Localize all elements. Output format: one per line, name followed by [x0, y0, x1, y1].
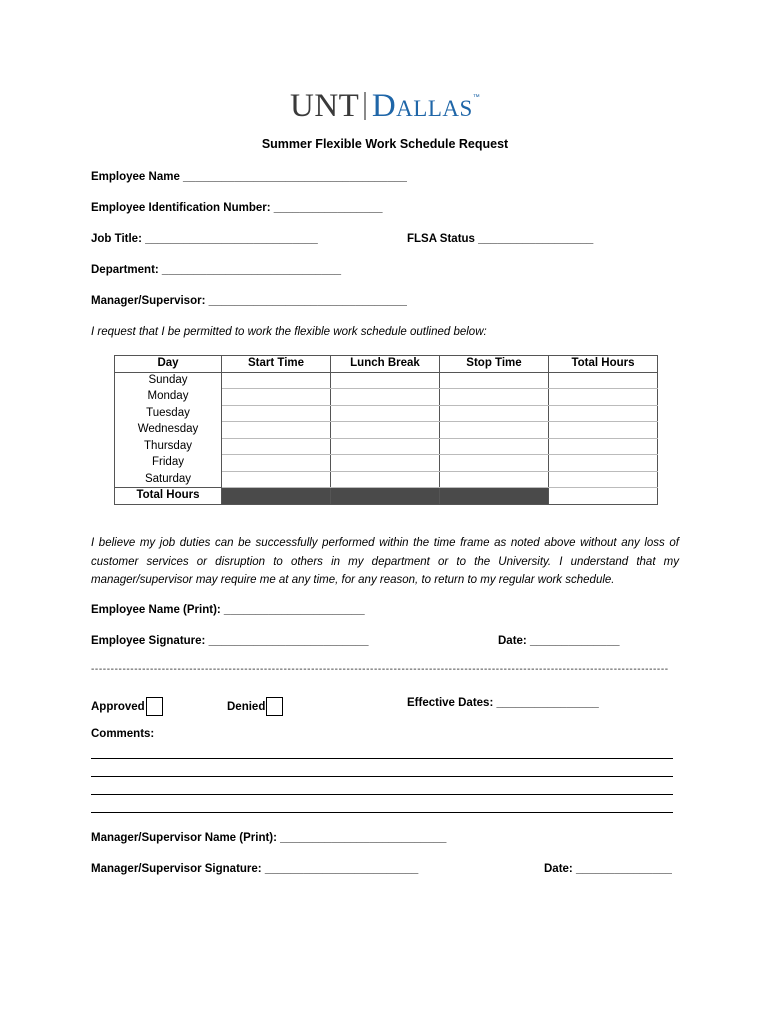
- day-wednesday: Wednesday: [115, 422, 222, 439]
- manager-date-field[interactable]: Date: _______________: [544, 863, 672, 875]
- start-time-cell[interactable]: [222, 389, 331, 406]
- stop-time-cell[interactable]: [440, 372, 549, 389]
- section-separator: ---------------------------------------------------------------------------------------------------------------------------------------------------: [91, 664, 669, 675]
- flsa-status-field[interactable]: FLSA Status __________________: [407, 233, 594, 245]
- shaded-cell: [222, 488, 331, 505]
- lunch-break-cell[interactable]: [331, 422, 440, 439]
- day-thursday: Thursday: [115, 438, 222, 455]
- start-time-cell[interactable]: [222, 471, 331, 488]
- table-row: [115, 372, 658, 389]
- logo-trademark: ™: [472, 94, 480, 101]
- manager-print-name-field[interactable]: Manager/Supervisor Name (Print): __________________________: [91, 832, 447, 844]
- employee-id-field[interactable]: Employee Identification Number: _________________: [91, 202, 383, 214]
- stop-time-cell[interactable]: [440, 471, 549, 488]
- shaded-cell: [440, 488, 549, 505]
- table-row: [115, 455, 658, 472]
- stop-time-cell[interactable]: [440, 438, 549, 455]
- stop-time-cell[interactable]: [440, 389, 549, 406]
- lunch-break-cell[interactable]: [331, 389, 440, 406]
- schedule-table: [114, 355, 658, 505]
- start-time-cell[interactable]: [222, 438, 331, 455]
- schedule-header-row: [115, 356, 658, 373]
- start-time-cell[interactable]: [222, 372, 331, 389]
- total-hours-cell[interactable]: [549, 455, 658, 472]
- employee-name-field[interactable]: Employee Name ___________________________________: [91, 171, 407, 183]
- total-hours-row: [115, 488, 658, 505]
- employee-print-name-field[interactable]: Employee Name (Print): ______________________: [91, 604, 365, 616]
- header-total-hours: Total Hours: [549, 356, 658, 373]
- lunch-break-cell[interactable]: [331, 455, 440, 472]
- approved-option[interactable]: [91, 697, 163, 716]
- table-row: [115, 389, 658, 406]
- day-tuesday: Tuesday: [115, 405, 222, 422]
- request-statement: I request that I be permitted to work the flexible work schedule outlined below:: [91, 326, 487, 338]
- total-hours-cell[interactable]: [549, 372, 658, 389]
- total-hours-cell[interactable]: [549, 389, 658, 406]
- header-stop-time: Stop Time: [440, 356, 549, 373]
- comments-label: Comments:: [91, 728, 155, 740]
- header-lunch-break: Lunch Break: [331, 356, 440, 373]
- logo-dallas-text: Dallas: [371, 87, 473, 124]
- stop-time-cell[interactable]: [440, 455, 549, 472]
- stop-time-cell[interactable]: [440, 405, 549, 422]
- lunch-break-cell[interactable]: [331, 372, 440, 389]
- logo-divider: [364, 92, 366, 120]
- table-row: [115, 471, 658, 488]
- logo-unt-text: UNT: [290, 87, 360, 124]
- total-hours-cell[interactable]: [549, 438, 658, 455]
- department-field[interactable]: Department: ____________________________: [91, 264, 342, 276]
- total-hours-cell[interactable]: [549, 405, 658, 422]
- day-friday: Friday: [115, 455, 222, 472]
- denied-label: Denied: [227, 701, 266, 713]
- denied-checkbox[interactable]: [266, 697, 283, 716]
- comment-line[interactable]: [91, 758, 673, 759]
- total-hours-cell[interactable]: [549, 422, 658, 439]
- header-start-time: Start Time: [222, 356, 331, 373]
- day-monday: Monday: [115, 389, 222, 406]
- unt-dallas-logo: [290, 88, 480, 124]
- approved-label: Approved: [91, 701, 145, 713]
- manager-supervisor-field[interactable]: Manager/Supervisor: _______________________________: [91, 295, 407, 307]
- start-time-cell[interactable]: [222, 455, 331, 472]
- comment-line[interactable]: [91, 776, 673, 777]
- day-saturday: Saturday: [115, 471, 222, 488]
- lunch-break-cell[interactable]: [331, 405, 440, 422]
- comment-line[interactable]: [91, 794, 673, 795]
- total-hours-label: Total Hours: [115, 488, 222, 505]
- grand-total-hours-cell[interactable]: [549, 488, 658, 505]
- stop-time-cell[interactable]: [440, 422, 549, 439]
- total-hours-cell[interactable]: [549, 471, 658, 488]
- manager-signature-field[interactable]: Manager/Supervisor Signature: ________________________: [91, 863, 419, 875]
- start-time-cell[interactable]: [222, 422, 331, 439]
- approved-checkbox[interactable]: [146, 697, 163, 716]
- lunch-break-cell[interactable]: [331, 438, 440, 455]
- table-row: [115, 438, 658, 455]
- start-time-cell[interactable]: [222, 405, 331, 422]
- comment-line[interactable]: [91, 812, 673, 813]
- job-title-field[interactable]: Job Title: ___________________________: [91, 233, 318, 245]
- table-row: [115, 422, 658, 439]
- lunch-break-cell[interactable]: [331, 471, 440, 488]
- duties-statement: I believe my job duties can be successfully performed within the time frame as noted above without any loss of customer services or disruption to others in my department or to the University. I understand that my manager/supervisor may require me at any time, for any reason, to return to my regular work schedule.: [91, 537, 679, 586]
- denied-option[interactable]: [227, 697, 283, 716]
- header-day: Day: [115, 356, 222, 373]
- form-title: Summer Flexible Work Schedule Request: [261, 137, 509, 151]
- table-row: [115, 405, 658, 422]
- day-sunday: Sunday: [115, 372, 222, 389]
- employee-date-field[interactable]: Date: ______________: [498, 635, 620, 647]
- shaded-cell: [331, 488, 440, 505]
- employee-signature-field[interactable]: Employee Signature: _________________________: [91, 635, 369, 647]
- effective-dates-field[interactable]: Effective Dates: ________________: [407, 697, 599, 709]
